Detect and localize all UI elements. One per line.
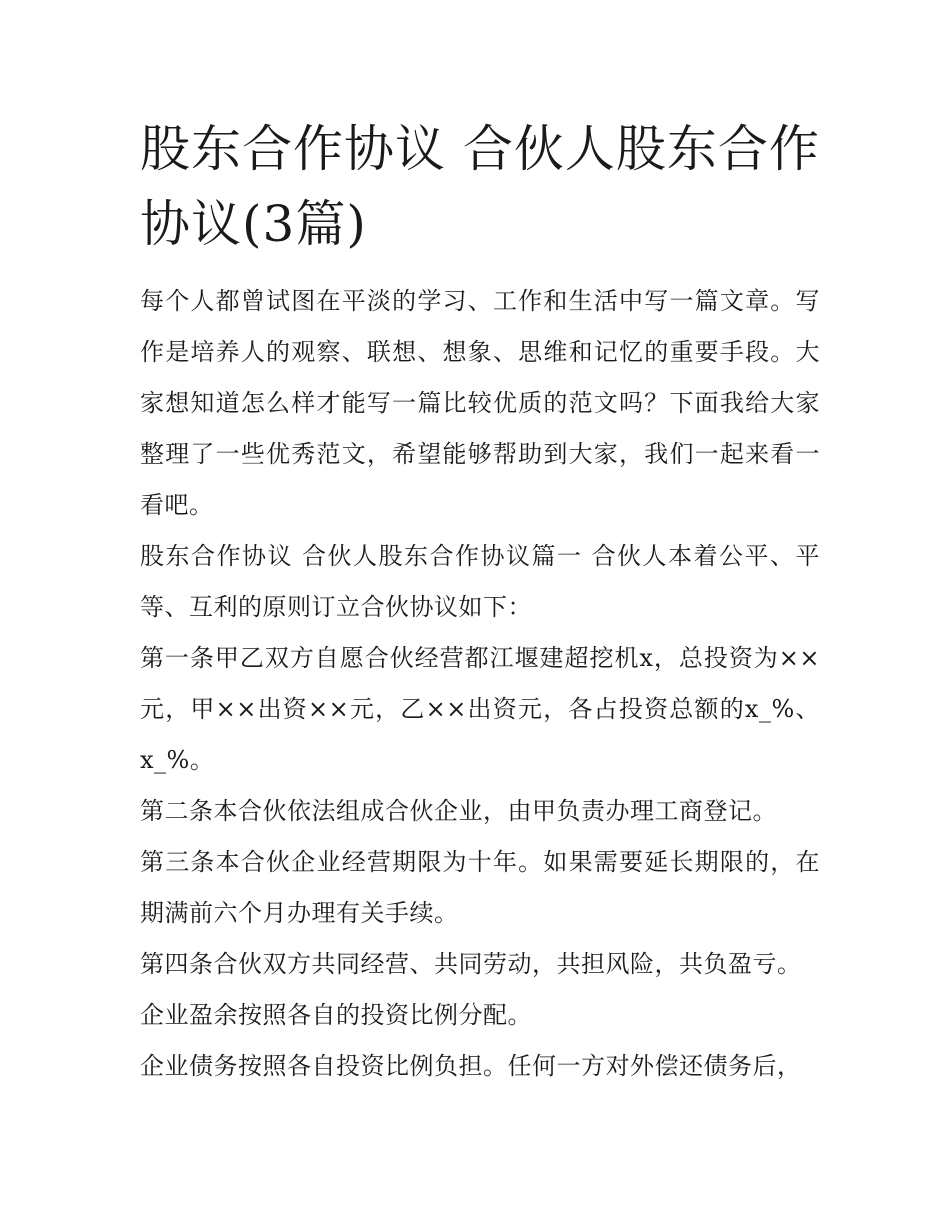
paragraph-profit: 企业盈余按照各自的投资比例分配。: [140, 1001, 532, 1029]
paragraph-article-4: 第四条合伙双方共同经营、共同劳动，共担风险，共负盈亏。: [140, 950, 802, 978]
paragraph-article-2: 第二条本合伙依法组成合伙企业，由甲负责办理工商登记。: [140, 797, 777, 825]
paragraph-article-3: 第三条本合伙企业经营期限为十年。如果需要延长期限的，在期满前六个月办理有关手续。: [140, 848, 820, 927]
document-body: [140, 276, 820, 1092]
document-title: 股东合作协议 合伙人股东合作协议(3篇): [140, 120, 820, 253]
paragraph-article-1: 第一条甲乙双方自愿合伙经营都江堰建超挖机x，总投资为××元，甲××出资××元，乙××出资元，各占投资总额的x_%、x_%。: [140, 644, 820, 774]
paragraph-intro: 每个人都曾试图在平淡的学习、工作和生活中写一篇文章。写作是培养人的观察、联想、想象、思维和记忆的重要手段。大家想知道怎么样才能写一篇比较优质的范文吗？下面我给大家整理了一些优秀范文，希望能够帮助到大家，我们一起来看一看吧。: [140, 287, 820, 519]
paragraph-agreement-heading: 股东合作协议 合伙人股东合作协议篇一 合伙人本着公平、平等、互利的原则订立合伙协议如下：: [140, 542, 820, 621]
paragraph-debt: 企业债务按照各自投资比例负担。任何一方对外偿还债务后，: [140, 1052, 802, 1080]
